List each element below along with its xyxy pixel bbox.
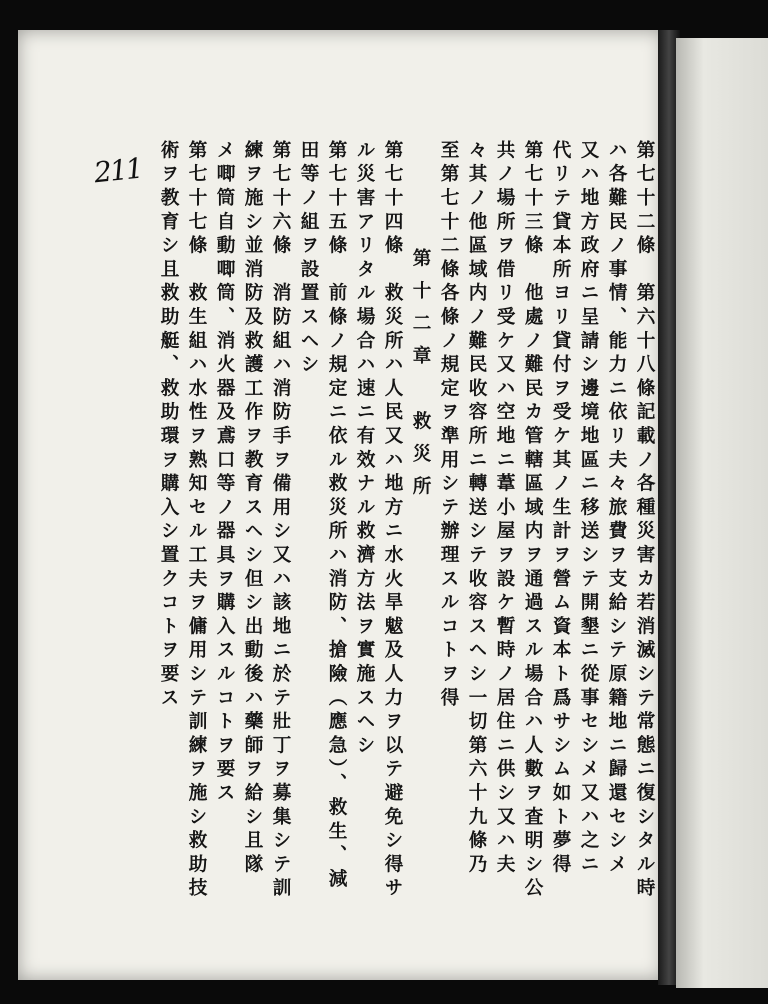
text-column-4: 代リテ貸本所ヨリ貸付ヲ受ケ其ノ生計ヲ營ム資本ト爲サシム如ト夢得	[550, 140, 571, 878]
text-column-15: 練ヲ施シ並消防及救護工作ヲ教育スヘシ但シ出動後ハ藥師ヲ給シ且隊	[242, 140, 263, 878]
text-column-6: 共ノ場所ヲ借リ受ケ又ハ空地ニ葦小屋ヲ設ケ暫時ノ居住ニ供シ又ハ夫	[494, 140, 515, 878]
text-column-13: 田等ノ組ヲ設置スヘシ	[298, 140, 319, 378]
text-column-7: 々其ノ他區域内ノ難民收容所ニ轉送シテ收容スヘシ一切第六十九條乃	[466, 140, 487, 878]
chapter-heading: 第十二章 救災所	[410, 248, 431, 509]
text-column-11: ル災害アリタル場合ハ速ニ有效ナル救濟方法ヲ實施スヘシ	[354, 140, 375, 759]
text-column-14: 第七十六條 消防組ハ消防手ヲ備用シ又ハ該地ニ於テ壯丁ヲ募集シテ訓	[270, 140, 291, 902]
text-column-5: 第七十三條 他處ノ難民カ管轄區域内ヲ通過スル場合ハ人數ヲ査明シ公	[522, 140, 543, 902]
page-number: 211	[92, 151, 144, 190]
text-column-17: 第七十七條 救生組ハ水性ヲ熟知セル工夫ヲ傭用シテ訓練ヲ施シ救助技	[186, 140, 207, 902]
text-column-1: 第七十二條 第六十八條記載ノ各種災害カ若消滅シテ常態ニ復シタル時	[634, 140, 655, 902]
text-column-2: ハ各難民ノ事情、能力ニ依リ夫々旅費ヲ支給シテ原籍地ニ歸還セシメ	[606, 140, 627, 878]
adjacent-page-edge	[676, 38, 768, 988]
text-column-8: 至第七十二條各條ノ規定ヲ準用シテ辦理スルコトヲ得	[438, 140, 459, 712]
text-column-18: 術ヲ教育シ且救助艇、救助環ヲ購入シ置クコトヲ要ス	[158, 140, 179, 712]
text-column-16: メ唧筒自動唧筒、消火器及鳶口等ノ器具ヲ購入スルコトヲ要ス	[214, 140, 235, 807]
vertical-text-block	[149, 140, 653, 930]
text-column-12: 第七十五條 前條ノ規定ニ依ル救災所ハ消防、搶險（應急）、救生、減	[326, 140, 347, 893]
text-column-10: 第七十四條 救災所ハ人民又ハ地方ニ水火旱魃及人力ヲ以テ避免シ得サ	[382, 140, 403, 902]
text-column-3: 又ハ地方政府ニ呈請シ邊境地區ニ移送シテ開墾ニ從事セシメ又ハ之ニ	[578, 140, 599, 878]
